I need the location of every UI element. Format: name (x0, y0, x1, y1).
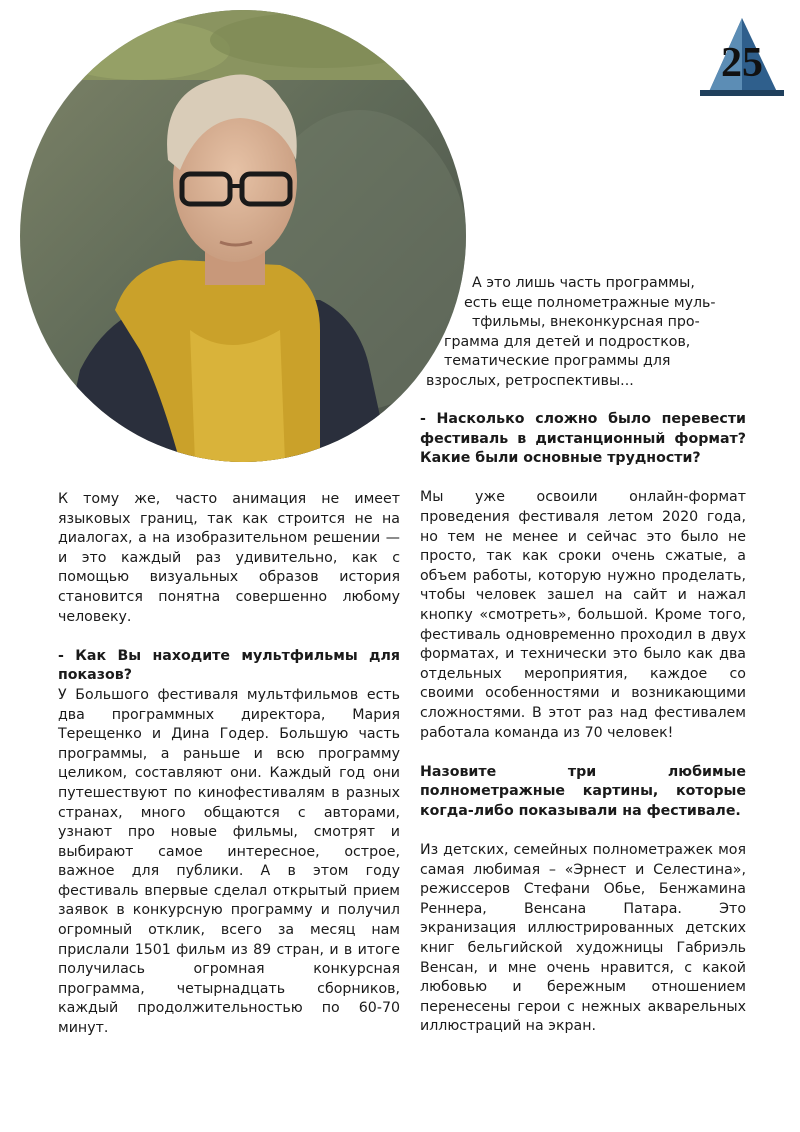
portrait-photo-icon (20, 10, 466, 462)
paragraph: Из детских, семейных полнометражек моя самая любимая – «Эрнест и Селестина», режиссеров Стефани Обье, Бенжамина Реннера, Венсана Патара. Это экранизация иллюстрированных детских книг бельгийской художницы Габриэль Венсан, и мне очень нравится, с какой любовью и бережным отношением перенесены герои с нежных акварельных иллюстраций на экран. (420, 842, 746, 1035)
intro-line: есть еще полнометражные муль- (464, 294, 716, 311)
intro-line: тфильмы, внеконкурсная про- (472, 314, 700, 331)
portrait-photo (20, 10, 466, 462)
logo-text: 25 (721, 40, 763, 86)
paragraph: Мы уже освоили онлайн-формат проведения фестиваля летом 2020 года, но тем не менее и сейчас это было не просто, так как сроки очень сжатые, а объем работы, которую нужно проделать, чтобы человек зашел на сайт и нажал кнопку «смотреть», большой. Кроме того, фестиваль одновременно проходил в двух форматах, и технически это было как два отдельных мероприятия, каждое со своими особенностями и возникающими сложностями. В этот раз над фестивалем работала команда из 70 человек! (420, 489, 746, 741)
right-column (420, 410, 746, 1037)
intro-line: взрослых, ретроспективы... (426, 372, 634, 389)
paragraph: У Большого фестиваля мультфильмов есть два программных директора, Мария Терещенко и Дина Годер. Большую часть программы, а раньше и всю программу целиком, составляют они. Каждый год они путешествуют по кинофестивалям в разных странах, много общаются с авторами, узнают про новые фильмы, смотрят и выбирают самое интересное, острое, важное для публики. А в этом году фестиваль впервые сделал открытый прием заявок в конкурсную программу и получил огромный отклик, всего за месяц нам прислали 1501 фильм из 89 стран, и в итоге получилась огромная конкурсная программа, четырнадцать сборников, каждый продолжительностью по 60-70 минут. (58, 686, 400, 1037)
intro-text (426, 274, 744, 392)
question-heading: - Как Вы находите мультфильмы для показов? (58, 647, 400, 684)
question-heading: - Насколько сложно было перевести фестиваль в дистанционный формат? Какие были основные трудности? (420, 411, 746, 467)
left-column (58, 490, 400, 1039)
paragraph: К тому же, часто анимация не имеет языковых границ, так как строится не на диалогах, а на изобразительном решении — и это каждый раз удивительно, как с помощью визуальных образов история становится понятна совершенно любому человеку. (58, 491, 400, 625)
sail-logo-icon (700, 14, 784, 98)
intro-line: грамма для детей и подростков, (444, 333, 691, 350)
intro-line: тематические программы для (444, 353, 671, 370)
logo-25 (700, 14, 784, 98)
intro-line: А это лишь часть программы, (472, 275, 695, 291)
question-heading: Назовите три любимые полнометражные картины, которые когда-либо показывали на фестивале. (420, 763, 746, 819)
